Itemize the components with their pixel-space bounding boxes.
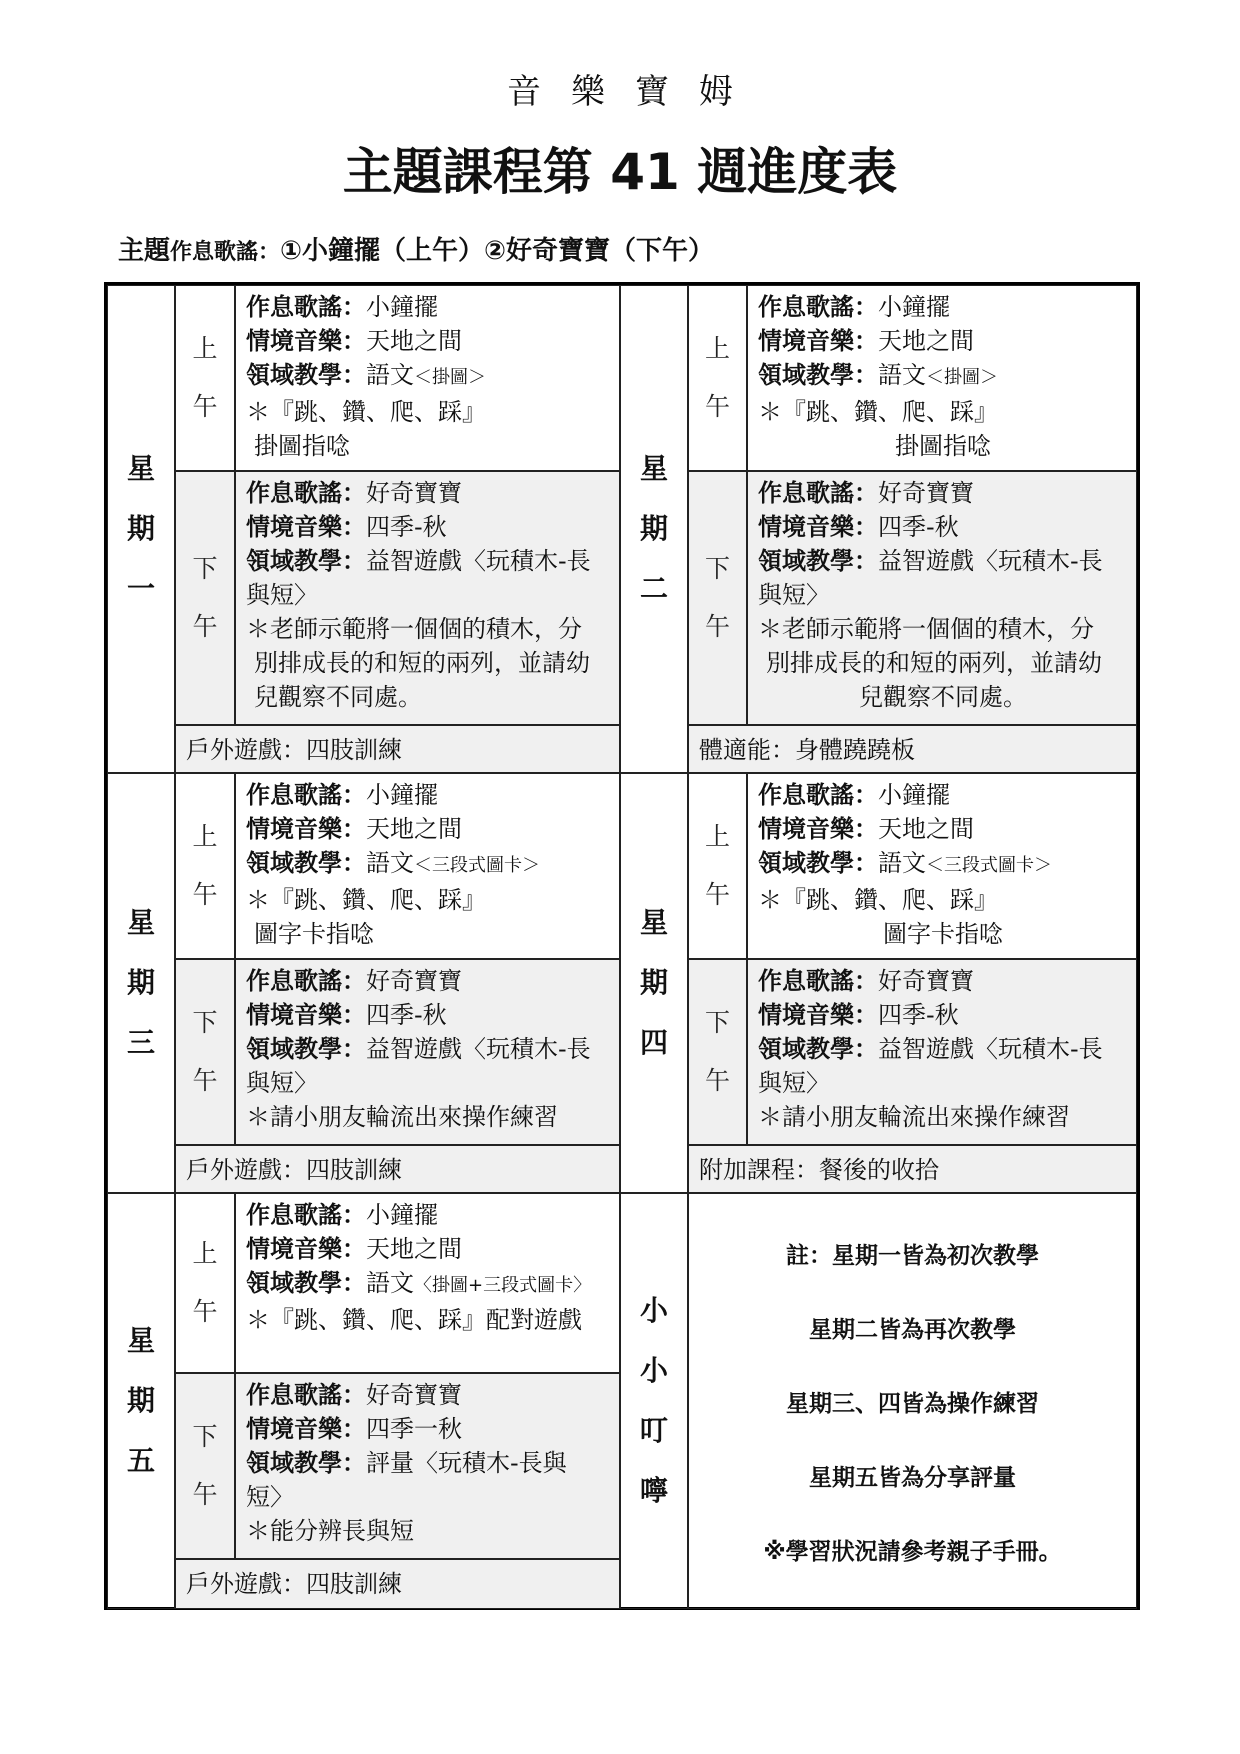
- mon-pm-detail-2: 兒觀察不同處。: [254, 683, 422, 711]
- mon-am-song-colon: ：: [342, 293, 366, 321]
- mon-am-music-colon: ：: [342, 327, 366, 355]
- wed-pm-label: [175, 959, 235, 1145]
- wed-pm-domain-label: 領域教學: [246, 1035, 342, 1063]
- thu-am-song-value: 小鐘擺: [878, 781, 950, 809]
- mon-extra-cell: [175, 725, 620, 773]
- fri-pm-tag-char-1: 午: [192, 1480, 218, 1509]
- thu-pm-content: [748, 960, 1136, 1134]
- fri-am-domain-colon: ：: [342, 1269, 366, 1297]
- thu-pm-domain-colon: ：: [854, 1035, 878, 1063]
- mon-am-domain-label: 領域教學: [246, 361, 342, 389]
- tue-pm-music: [758, 510, 1128, 544]
- reminder-label: [620, 1193, 688, 1609]
- wed-am-song: [246, 778, 611, 812]
- thu-pm-tag: [703, 994, 733, 1110]
- tue-pm-song-value: 好奇寶寶: [878, 479, 974, 507]
- mon-pm-detail-0: ＊老師示範將一個個的積木，分: [246, 615, 582, 643]
- wed-pm-tag: [190, 994, 220, 1110]
- tue-pm-domain-cont: 與短〉: [758, 581, 830, 609]
- wed-am-detail-1: 圖字卡指唸: [254, 920, 374, 948]
- thu-am-domain-label: 領域教學: [758, 849, 854, 877]
- tue-pm-song: [758, 476, 1128, 510]
- fri-day-name-char-2: 五: [126, 1444, 155, 1477]
- tue-am-detail-0: ＊『跳、鑽、爬、踩』: [758, 398, 998, 426]
- tue-day-name-char-2: 二: [639, 572, 668, 605]
- fri-am-content: [236, 1194, 619, 1337]
- wed-pm-music: [246, 998, 611, 1032]
- mon-day-label: [107, 285, 175, 773]
- reminder-name-char-2: 叮: [639, 1414, 668, 1447]
- thu-pm-music-value: 四季-秋: [878, 1001, 959, 1029]
- thu-pm-domain-label: 領域教學: [758, 1035, 854, 1063]
- thu-am-label: [688, 773, 747, 959]
- wed-am-music-label: 情境音樂: [246, 815, 342, 843]
- wed-pm-music-value: 四季-秋: [366, 1001, 447, 1029]
- wed-am-detail-0: ＊『跳、鑽、爬、踩』: [246, 886, 486, 914]
- tue-am-song: [758, 290, 1128, 324]
- fri-pm-domain-label: 領域教學: [246, 1449, 342, 1477]
- tue-pm-tag-char-1: 午: [704, 612, 730, 641]
- tue-am-tag: [703, 320, 733, 436]
- tue-pm-label: [688, 471, 747, 725]
- thu-pm-domain-cont: 與短〉: [758, 1069, 830, 1097]
- fri-am-tag: [190, 1225, 220, 1341]
- fri-am-tag-char-0: 上: [192, 1239, 218, 1268]
- mon-am-song: [246, 290, 611, 324]
- fri-am-song-colon: ：: [342, 1201, 366, 1229]
- fri-pm-domain-colon: ：: [342, 1449, 366, 1477]
- thu-am-music-value: 天地之間: [878, 815, 974, 843]
- wed-day-name: [124, 893, 158, 1073]
- thu-pm-detail-0: ＊請小朋友輪流出來操作練習: [758, 1103, 1070, 1131]
- mon-pm-song-label: 作息歌謠: [246, 479, 342, 507]
- thu-pm-song-label: 作息歌謠: [758, 967, 854, 995]
- fri-am-song: [246, 1198, 611, 1232]
- mon-am-detail-1: 掛圖指唸: [254, 432, 350, 460]
- mon-am-song-value: 小鐘擺: [366, 293, 438, 321]
- mon-pm-song-value: 好奇寶寶: [366, 479, 462, 507]
- fri-pm-label: [175, 1373, 235, 1559]
- fri-extra-cell: [175, 1559, 620, 1609]
- tue-pm-detail-2: 兒觀察不同處。: [859, 683, 1027, 711]
- tue-extra-cell: [688, 725, 1137, 773]
- mon-am-domain-value: 語文: [366, 361, 414, 389]
- fri-pm-content: [236, 1374, 619, 1548]
- tue-am-detail-1: 掛圖指唸: [895, 432, 991, 460]
- wed-am-song-label: 作息歌謠: [246, 781, 342, 809]
- tue-am-domain: [758, 358, 1128, 395]
- tue-am-label: [688, 285, 747, 471]
- thu-am-cell: [747, 773, 1137, 959]
- reminder-note-1: 星期二皆為再次教學: [809, 1316, 1016, 1343]
- wed-pm-song-value: 好奇寶寶: [366, 967, 462, 995]
- reminder-note-2: 星期三、四皆為操作練習: [786, 1390, 1039, 1417]
- fri-pm-music-colon: ：: [342, 1415, 366, 1443]
- mon-am-label: [175, 285, 235, 471]
- wed-am-domain-note: ＜三段式圖卡＞: [414, 855, 540, 876]
- mon-am-music: [246, 324, 611, 358]
- mon-pm-music-value: 四季-秋: [366, 513, 447, 541]
- fri-pm-tag: [190, 1408, 220, 1524]
- mon-pm-music-label: 情境音樂: [246, 513, 342, 541]
- fri-pm-music-value: 四季一秋: [366, 1415, 462, 1443]
- theme-value: ①小鐘擺（上午）②好奇寶寶（下午）: [280, 236, 715, 266]
- theme-line: [118, 230, 714, 267]
- mon-am-domain-colon: ：: [342, 361, 366, 389]
- mon-am-tag: [190, 320, 220, 436]
- thu-day-name-char-2: 四: [639, 1026, 668, 1059]
- fri-day-name: [124, 1311, 158, 1491]
- thu-am-domain-note: ＜三段式圖卡＞: [926, 855, 1052, 876]
- wed-am-song-value: 小鐘擺: [366, 781, 438, 809]
- thu-day-name-char-1: 期: [639, 966, 668, 999]
- wed-pm-music-label: 情境音樂: [246, 1001, 342, 1029]
- thu-pm-music-label: 情境音樂: [758, 1001, 854, 1029]
- wed-day-name-char-0: 星: [126, 906, 155, 939]
- wed-am-tag-char-1: 午: [192, 880, 218, 909]
- mon-am-domain: [246, 358, 611, 395]
- mon-day-name: [124, 439, 158, 619]
- tue-am-tag-char-0: 上: [704, 334, 730, 363]
- tue-pm-domain-value: 益智遊戲〈玩積木-長: [878, 547, 1103, 575]
- wed-pm-tag-char-0: 下: [192, 1008, 218, 1037]
- thu-pm-domain-value: 益智遊戲〈玩積木-長: [878, 1035, 1103, 1063]
- mon-pm-song: [246, 476, 611, 510]
- theme-label: 主題: [118, 236, 171, 266]
- fri-am-song-label: 作息歌謠: [246, 1201, 342, 1229]
- tue-am-music-colon: ：: [854, 327, 878, 355]
- wed-day-name-char-1: 期: [126, 966, 155, 999]
- wed-am-label: [175, 773, 235, 959]
- thu-am-detail-0: ＊『跳、鑽、爬、踩』: [758, 886, 998, 914]
- mon-pm-domain-colon: ：: [342, 547, 366, 575]
- tue-pm-content: [748, 472, 1136, 714]
- wed-pm-tag-char-1: 午: [192, 1066, 218, 1095]
- wed-pm-song: [246, 964, 611, 998]
- tue-am-cell: [747, 285, 1137, 471]
- fri-am-music-colon: ：: [342, 1235, 366, 1263]
- fri-am-detail-0: ＊『跳、鑽、爬、踩』配對遊戲: [246, 1306, 582, 1334]
- wed-am-music-colon: ：: [342, 815, 366, 843]
- fri-am-label: [175, 1193, 235, 1373]
- tue-pm-music-value: 四季-秋: [878, 513, 959, 541]
- fri-am-domain-label: 領域教學: [246, 1269, 342, 1297]
- thu-day-name-char-0: 星: [639, 906, 668, 939]
- thu-pm-music-colon: ：: [854, 1001, 878, 1029]
- mon-pm-tag: [190, 540, 220, 656]
- fri-am-music-value: 天地之間: [366, 1235, 462, 1263]
- fri-pm-domain-cont: 短〉: [246, 1483, 294, 1511]
- wed-am-song-colon: ：: [342, 781, 366, 809]
- mon-pm-domain-value: 益智遊戲〈玩積木-長: [366, 547, 591, 575]
- fri-pm-domain: [246, 1446, 611, 1480]
- tue-pm-domain-label: 領域教學: [758, 547, 854, 575]
- wed-am-music: [246, 812, 611, 846]
- reminder-note-4: ※學習狀況請參考親子手冊。: [763, 1538, 1062, 1565]
- fri-day-label: [107, 1193, 175, 1609]
- reminder-name-char-0: 小: [639, 1294, 668, 1327]
- tue-am-domain-value: 語文: [878, 361, 926, 389]
- thu-pm-song: [758, 964, 1128, 998]
- wed-am-domain-colon: ：: [342, 849, 366, 877]
- thu-am-song: [758, 778, 1128, 812]
- tue-am-content: [748, 286, 1136, 463]
- tue-am-song-label: 作息歌謠: [758, 293, 854, 321]
- fri-pm-detail-0: ＊能分辨長與短: [246, 1517, 414, 1545]
- wed-am-domain-label: 領域教學: [246, 849, 342, 877]
- wed-am-tag: [190, 808, 220, 924]
- thu-am-song-colon: ：: [854, 781, 878, 809]
- mon-extra-text: 戶外遊戲：四肢訓練: [186, 736, 402, 764]
- mon-am-content: [236, 286, 619, 463]
- reminder-name: [637, 1281, 671, 1521]
- tue-pm-domain: [758, 544, 1128, 578]
- tue-pm-music-colon: ：: [854, 513, 878, 541]
- fri-am-song-value: 小鐘擺: [366, 1201, 438, 1229]
- fri-pm-tag-char-0: 下: [192, 1422, 218, 1451]
- thu-am-tag-char-0: 上: [704, 822, 730, 851]
- thu-am-domain-colon: ：: [854, 849, 878, 877]
- fri-am-music: [246, 1232, 611, 1266]
- thu-am-music-label: 情境音樂: [758, 815, 854, 843]
- thu-pm-cell: [747, 959, 1137, 1145]
- wed-pm-domain-value: 益智遊戲〈玩積木-長: [366, 1035, 591, 1063]
- mon-day-name-char-2: 一: [126, 572, 155, 605]
- tue-am-music: [758, 324, 1128, 358]
- thu-am-detail-1: 圖字卡指唸: [883, 920, 1003, 948]
- thu-pm-tag-char-1: 午: [704, 1066, 730, 1095]
- tue-day-name-char-0: 星: [639, 452, 668, 485]
- tue-am-song-value: 小鐘擺: [878, 293, 950, 321]
- organization-name: 音樂寶姆: [507, 72, 763, 112]
- fri-am-tag-char-1: 午: [192, 1297, 218, 1326]
- tue-am-song-colon: ：: [854, 293, 878, 321]
- tue-am-tag-char-1: 午: [704, 392, 730, 421]
- reminder-note-0: 註：星期一皆為初次教學: [786, 1242, 1039, 1269]
- fri-extra-text: 戶外遊戲：四肢訓練: [186, 1570, 402, 1598]
- thu-am-tag-char-1: 午: [704, 880, 730, 909]
- mon-am-tag-char-0: 上: [192, 334, 218, 363]
- mon-pm-label: [175, 471, 235, 725]
- wed-am-tag-char-0: 上: [192, 822, 218, 851]
- wed-pm-song-label: 作息歌謠: [246, 967, 342, 995]
- wed-pm-cell: [235, 959, 620, 1145]
- tue-am-domain-colon: ：: [854, 361, 878, 389]
- tue-extra-text: 體適能：身體蹺蹺板: [699, 736, 915, 764]
- tue-pm-detail-1: 別排成長的和短的兩列，並請幼: [766, 649, 1102, 677]
- fri-pm-domain-value: 評量〈玩積木-長與: [366, 1449, 567, 1477]
- tue-am-music-label: 情境音樂: [758, 327, 854, 355]
- fri-pm-song-colon: ：: [342, 1381, 366, 1409]
- mon-am-music-label: 情境音樂: [246, 327, 342, 355]
- mon-pm-domain: [246, 544, 611, 578]
- tue-pm-song-label: 作息歌謠: [758, 479, 854, 507]
- mon-pm-detail-1: 別排成長的和短的兩列，並請幼: [254, 649, 590, 677]
- fri-pm-song-label: 作息歌謠: [246, 1381, 342, 1409]
- thu-am-music-colon: ：: [854, 815, 878, 843]
- fri-day-name-char-0: 星: [126, 1324, 155, 1357]
- tue-day-label: [620, 285, 688, 773]
- fri-day-name-char-1: 期: [126, 1384, 155, 1417]
- mon-day-name-char-0: 星: [126, 452, 155, 485]
- theme-small-label: 作息歌謠：: [170, 240, 281, 265]
- wed-pm-content: [236, 960, 619, 1134]
- wed-am-cell: [235, 773, 620, 959]
- thu-pm-domain: [758, 1032, 1128, 1066]
- thu-pm-music: [758, 998, 1128, 1032]
- tue-am-domain-note: ＜掛圖＞: [926, 367, 998, 388]
- mon-am-song-label: 作息歌謠: [246, 293, 342, 321]
- reminder-notes: [688, 1193, 1137, 1609]
- wed-am-domain: [246, 846, 611, 883]
- mon-day-name-char-1: 期: [126, 512, 155, 545]
- thu-am-music: [758, 812, 1128, 846]
- tue-pm-domain-colon: ：: [854, 547, 878, 575]
- mon-pm-content: [236, 472, 619, 714]
- fri-am-domain-value: 語文: [366, 1269, 414, 1297]
- mon-pm-song-colon: ：: [342, 479, 366, 507]
- thu-extra-text: 附加課程：餐後的收拾: [699, 1156, 939, 1184]
- mon-am-cell: [235, 285, 620, 471]
- mon-am-tag-char-1: 午: [192, 392, 218, 421]
- thu-day-name: [637, 893, 671, 1073]
- reminder-name-char-3: 嚀: [639, 1474, 668, 1507]
- tue-pm-cell: [747, 471, 1137, 725]
- tue-pm-song-colon: ：: [854, 479, 878, 507]
- thu-pm-label: [688, 959, 747, 1145]
- tue-pm-music-label: 情境音樂: [758, 513, 854, 541]
- mon-pm-cell: [235, 471, 620, 725]
- tue-day-name-char-1: 期: [639, 512, 668, 545]
- mon-am-detail-0: ＊『跳、鑽、爬、踩』: [246, 398, 486, 426]
- wed-pm-song-colon: ：: [342, 967, 366, 995]
- reminder-note-3: 星期五皆為分享評量: [809, 1464, 1016, 1491]
- tue-am-domain-label: 領域教學: [758, 361, 854, 389]
- tue-day-name: [637, 439, 671, 619]
- thu-pm-song-value: 好奇寶寶: [878, 967, 974, 995]
- thu-am-tag: [703, 808, 733, 924]
- fri-am-domain: [246, 1266, 611, 1303]
- fri-am-domain-note: 〈掛圖+三段式圖卡〉: [414, 1275, 592, 1296]
- fri-pm-song: [246, 1378, 611, 1412]
- wed-pm-domain-colon: ：: [342, 1035, 366, 1063]
- fri-pm-song-value: 好奇寶寶: [366, 1381, 462, 1409]
- schedule-table: [104, 282, 1140, 1610]
- thu-pm-song-colon: ：: [854, 967, 878, 995]
- thu-extra-cell: [688, 1145, 1137, 1193]
- fri-am-cell: [235, 1193, 620, 1373]
- wed-pm-detail-0: ＊請小朋友輪流出來操作練習: [246, 1103, 558, 1131]
- fri-am-music-label: 情境音樂: [246, 1235, 342, 1263]
- mon-pm-domain-label: 領域教學: [246, 547, 342, 575]
- thu-am-song-label: 作息歌謠: [758, 781, 854, 809]
- wed-extra-text: 戶外遊戲：四肢訓練: [186, 1156, 402, 1184]
- wed-extra-cell: [175, 1145, 620, 1193]
- thu-am-content: [748, 774, 1136, 951]
- wed-pm-domain-cont: 與短〉: [246, 1069, 318, 1097]
- reminder-name-char-1: 小: [639, 1354, 668, 1387]
- mon-pm-music-colon: ：: [342, 513, 366, 541]
- mon-am-domain-note: ＜掛圖＞: [414, 367, 486, 388]
- wed-pm-music-colon: ：: [342, 1001, 366, 1029]
- tue-pm-tag: [703, 540, 733, 656]
- page-title: 主題課程第 41 週進度表: [342, 143, 898, 201]
- thu-am-domain-value: 語文: [878, 849, 926, 877]
- wed-am-content: [236, 774, 619, 951]
- wed-day-label: [107, 773, 175, 1193]
- wed-day-name-char-2: 三: [126, 1026, 155, 1059]
- fri-pm-cell: [235, 1373, 620, 1559]
- tue-pm-detail-0: ＊老師示範將一個個的積木，分: [758, 615, 1094, 643]
- thu-pm-tag-char-0: 下: [704, 1008, 730, 1037]
- wed-am-domain-value: 語文: [366, 849, 414, 877]
- fri-pm-music: [246, 1412, 611, 1446]
- wed-am-music-value: 天地之間: [366, 815, 462, 843]
- mon-pm-music: [246, 510, 611, 544]
- mon-am-music-value: 天地之間: [366, 327, 462, 355]
- mon-pm-tag-char-1: 午: [192, 612, 218, 641]
- mon-pm-domain-cont: 與短〉: [246, 581, 318, 609]
- tue-pm-tag-char-0: 下: [704, 554, 730, 583]
- tue-am-music-value: 天地之間: [878, 327, 974, 355]
- thu-am-domain: [758, 846, 1128, 883]
- wed-pm-domain: [246, 1032, 611, 1066]
- fri-pm-music-label: 情境音樂: [246, 1415, 342, 1443]
- mon-pm-tag-char-0: 下: [192, 554, 218, 583]
- thu-day-label: [620, 773, 688, 1193]
